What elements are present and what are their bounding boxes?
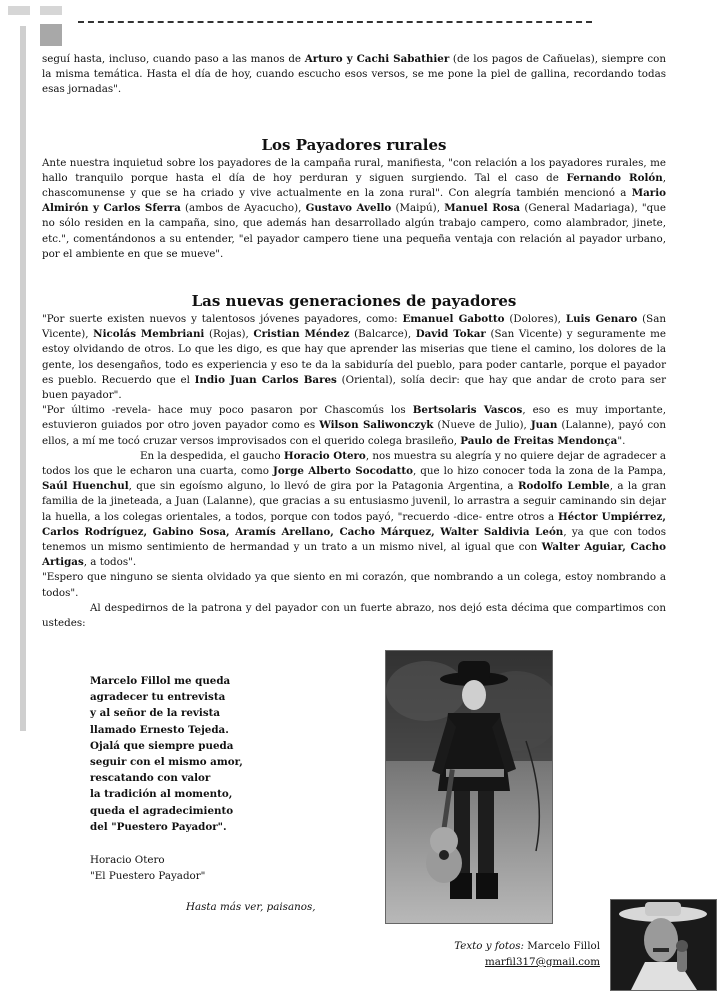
text-run: (Dolores), (504, 313, 566, 326)
text-run: (Lalanne), payó con ellos, a mí me tocó cruzar versos improvisados con el querido colega brasileño, (42, 419, 666, 447)
poem-line: llamado Ernesto Tejeda. (90, 723, 229, 736)
decorative-square (40, 6, 62, 15)
decima-intro-paragraph (42, 601, 666, 631)
text-run: , chascomunense y que se ha criado y vive actualmente en la zona rural". Con alegría también mencionó a (42, 171, 666, 200)
section-heading-new-generations: Las nuevas generaciones de payadores (191, 292, 517, 311)
poem-signature (90, 853, 290, 884)
highlighted-name: Indio Juan Carlos Bares (194, 373, 337, 386)
text-run: (Rojas), (204, 328, 254, 341)
decorative-block (40, 24, 62, 46)
poem-line: rescatando con valor (90, 772, 211, 785)
highlighted-name: David Tokar (415, 328, 486, 341)
highlighted-name: Juan (530, 419, 558, 432)
text-run: (ambos de Ayacucho), (180, 202, 306, 215)
highlighted-name: Manuel Rosa (444, 202, 521, 215)
article-credits (454, 938, 600, 970)
farewell-line: Hasta más ver, paisanos, (186, 901, 316, 913)
signature-name: Horacio Otero (90, 854, 165, 866)
text-run: (Balcarce), (349, 328, 416, 341)
highlighted-name: Emanuel Gabotto (402, 313, 505, 326)
text-run: (Nueve de Julio), (433, 419, 531, 432)
highlighted-name: Cristian Méndez (253, 328, 350, 341)
highlighted-name: Wilson Saliwonczyk (319, 419, 434, 432)
highlighted-name: Horacio Otero (283, 449, 366, 462)
article-body (42, 52, 666, 631)
highlighted-name: Héctor Umpiérrez, Carlos Rodríguez, Gabino Sosa, Aramís Arellano, Cacho Márquez, Walter Saldivia León (42, 510, 666, 538)
poem-line: y al señor de la revista (90, 707, 221, 720)
text-run: , que sin egoísmo alguno, lo llevó de gira por la Patagonia Argentina, a (128, 480, 518, 493)
text-run: (Oriental), solía decir: que hay que andar de croto para ser buen payador". (42, 373, 666, 402)
rural-payadores-paragraph (42, 156, 666, 262)
farewell-thanks-paragraph (42, 449, 666, 571)
highlighted-name: Mario Almirón y Carlos Sferra (42, 187, 666, 215)
author-portrait-photo (610, 899, 717, 991)
highlighted-name: Paulo de Freitas Mendonça (460, 434, 618, 447)
portrait-image (611, 900, 716, 990)
text-run: (San Vicente) y seguramente me estoy olvidando de otros. Lo que les digo, es que hay que aprender las miserias que tiene el camino, los dolores de la gente, los desengaños, todo es experiencia y eso te da la sabiduría del pueblo, para poder cantarle, porque el payador es pueblo. Recuerdo que el (42, 328, 666, 386)
text-run: seguí hasta, incluso, cuando paso a las manos de (42, 53, 305, 65)
text-run: "Por suerte existen nuevos y talentosos jóvenes payadores, como: (42, 313, 403, 326)
text-run: , ya que con todos tenemos un mismo sentimiento de hermandad y un trato a un mismo nivel, al igual que con (42, 525, 666, 554)
highlighted-name: Walter Aguiar, Cacho Artigas (42, 541, 666, 569)
text-run: , eso es muy importante, estuvieron guiados por otro joven payador como es (42, 404, 666, 432)
poem-line: Marcelo Fillol me queda (90, 675, 231, 687)
highlighted-name: Arturo y Cachi Sabathier (304, 53, 450, 65)
text-run: Ante nuestra inquietud sobre los payadores de la campaña rural, manifiesta, "con relación a los payadores rurales, me hallo tranquilo porque hasta el día de hoy perduran y siguen surgiendo. Tal el caso de (42, 156, 666, 184)
highlighted-name: Jorge Alberto Socodatto (272, 465, 413, 478)
poem-line: del "Puestero Payador". (90, 820, 227, 833)
text-run: (San Vicente), (42, 313, 666, 341)
text-run: Al despedirnos de la patrona y del payador con un fuerte abrazo, nos dejó esta décima que compartimos con ustedes: (42, 601, 666, 630)
new-generations-paragraph (42, 403, 666, 449)
payador-with-guitar-photo (385, 650, 553, 924)
decima-poem (90, 673, 360, 835)
credits-author: Marcelo Fillol (527, 940, 600, 952)
text-run: En la despedida, el gaucho (140, 449, 284, 462)
text-run: , que lo hizo conocer toda la zona de la Pampa, (412, 465, 666, 478)
text-run: , nos muestra su alegría y no quiere dejar de agradecer a todos los que le echaron una cuarta, como (42, 449, 666, 478)
signature-nickname: "El Puestero Payador" (90, 869, 206, 882)
decorative-square (8, 6, 30, 15)
highlighted-name: Gustavo Avello (305, 202, 392, 215)
highlighted-name: Saúl Huenchul (42, 480, 129, 493)
highlighted-name: Bertsolaris Vascos (412, 404, 523, 417)
text-run: (de los pagos de Cañuelas), siempre con la misma temática. Hasta el día de hoy, cuando escucho esos versos, se me pone la piel de gallina, recordando todas esas jornadas". (42, 53, 666, 96)
text-run: , a todos". (83, 556, 137, 569)
new-generations-paragraph (42, 312, 666, 403)
poem-line: agradecer tu entrevista (90, 691, 226, 704)
highlighted-name: Fernando Rolón (566, 171, 663, 184)
photo-image (386, 651, 552, 923)
poem-line: queda el agradecimiento (90, 804, 234, 817)
credits-label: Texto y fotos: (454, 940, 524, 952)
text-run: "Por último -revela- hace muy poco pasaron por Chascomús los (42, 404, 413, 417)
credits-email[interactable]: marfil317@gmail.com (484, 956, 600, 968)
intro-paragraph (42, 52, 666, 98)
highlighted-name: Luis Genaro (565, 313, 638, 326)
section-heading-rural: Los Payadores rurales (261, 135, 447, 154)
new-generations-paragraph (42, 570, 666, 600)
decorative-vertical-bar (20, 26, 26, 731)
text-run: (General Madariaga), "que no sólo residen en la campaña, sino, que además han desarrollado algún trabajo campero, como alambrador, jinete, etc.", comentándonos a su entender, "el payador campero tiene una pequeña ventaja con relación al payador urbano, por el ambiente en que se mueve". (42, 202, 666, 260)
text-run: (Maipú), (391, 202, 445, 215)
poem-line: seguir con el mismo amor, (90, 756, 243, 769)
dashed-header-rule (78, 21, 592, 23)
text-run: ". (617, 434, 626, 447)
text-run: , a la gran familia de la jineteada, a Juan (Lalanne), que gracias a su entusiasmo juvenil, lo arrastra a seguir caminando sin dejar la huella, a los colegas orientales, a todos, porque con todos payó, "recuerdo -dice- entre otros a (42, 480, 666, 523)
highlighted-name: Nicolás Membriani (93, 328, 205, 341)
poem-line: la tradición al momento, (90, 788, 233, 801)
poem-line: Ojalá que siempre pueda (90, 739, 234, 752)
highlighted-name: Rodolfo Lemble (517, 480, 610, 493)
text-run: "Espero que ninguno se sienta olvidado ya que siento en mi corazón, que nombrando a un colega, estoy nombrando a todos". (42, 571, 666, 599)
